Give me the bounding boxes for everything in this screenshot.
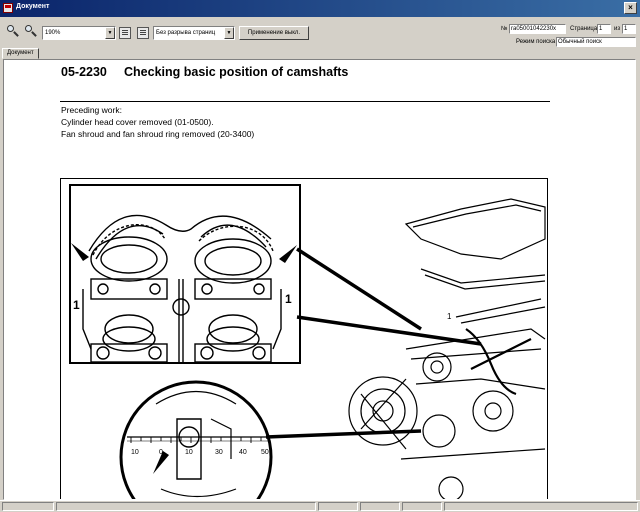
chevron-down-icon[interactable]: ▼ [224,27,234,39]
apply-button[interactable]: Применение выкл. [239,26,309,40]
procedure-code: 05-2230 [61,65,107,79]
of-label: из [614,26,621,32]
scale-label-0: 0 [159,449,163,456]
status-bar [0,500,640,512]
scale-label-50: 50 [261,449,269,456]
preceding-label: Preceding work: [61,105,122,115]
zoom-value: 190% [45,30,61,36]
window-title: Документ [16,3,50,10]
page-total-field: 1 [622,24,636,34]
figure-marker-left: 1 [73,298,80,312]
title-bar [0,0,640,17]
scale-label-10b: 10 [185,449,193,456]
page-view-icon[interactable] [119,27,131,39]
status-panel-1 [2,502,54,511]
camshaft-drawing [61,179,548,500]
step-1: Cylinder head cover removed (01-0500). [61,117,214,127]
status-panel-5 [402,502,442,511]
page-mode-select[interactable] [153,26,235,40]
tab-document[interactable]: Документ [2,48,39,59]
close-button[interactable]: × [624,2,637,14]
page-title [61,65,348,79]
scale-label-10: 10 [131,449,139,456]
scale-label-30: 30 [215,449,223,456]
search-mode-field[interactable]: Обычный поиск [556,37,636,47]
number-field[interactable]: ra05001042230x [509,24,566,34]
status-panel-6 [444,502,638,511]
zoom-out-icon[interactable] [25,25,39,39]
document-view[interactable] [3,59,636,500]
status-panel-3 [318,502,358,511]
zoom-select[interactable] [42,26,116,40]
print-icon[interactable] [137,27,149,39]
scale-label-40: 40 [239,449,247,456]
page-label: Страница [570,26,598,32]
zoom-in-icon[interactable] [7,25,21,39]
status-panel-2 [56,502,316,511]
chevron-down-icon[interactable]: ▼ [105,27,115,39]
figure-marker-engine: 1 [447,312,452,321]
tab-row [0,47,640,59]
toolbar [0,17,640,47]
divider [60,101,550,102]
app-icon [3,3,13,13]
number-label: № [501,26,508,32]
page-field[interactable]: 1 [597,24,611,34]
procedure-heading: Checking basic position of camshafts [124,65,349,79]
status-panel-4 [360,502,400,511]
figure-marker-right: 1 [285,292,292,306]
search-mode-label: Режим поиска [516,39,556,45]
technical-illustration [60,178,548,500]
page-mode-value: Без разрыва страниц [156,30,216,36]
step-2: Fan shroud and fan shroud ring removed (20-3400) [61,129,255,139]
